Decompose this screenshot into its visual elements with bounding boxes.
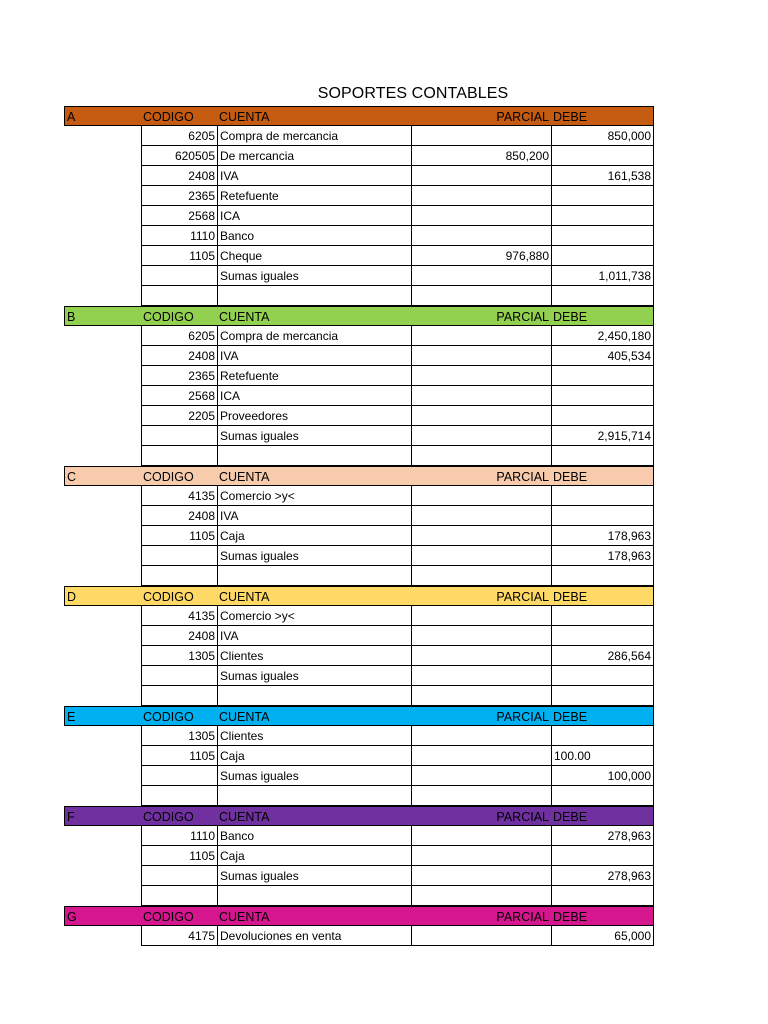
parcial-cell[interactable] (411, 186, 551, 206)
parcial-cell[interactable] (411, 446, 551, 466)
cuenta-cell[interactable]: Caja (217, 526, 411, 546)
debe-cell[interactable] (551, 786, 654, 806)
section-letter: E (64, 706, 141, 726)
debe-cell[interactable]: 286,564 (551, 646, 654, 666)
codigo-cell[interactable] (141, 786, 217, 806)
column-header-debe: DEBE (551, 466, 654, 486)
table-row (64, 666, 654, 686)
debe-cell[interactable] (551, 486, 654, 506)
blank-cell (64, 246, 141, 266)
table-row (64, 266, 654, 286)
cuenta-cell[interactable] (217, 686, 411, 706)
cuenta-cell[interactable]: Sumas iguales (217, 866, 411, 886)
parcial-cell[interactable] (411, 326, 551, 346)
table-row (64, 486, 654, 506)
table-row (64, 426, 654, 446)
blank-cell (64, 926, 141, 946)
debe-cell[interactable] (551, 206, 654, 226)
codigo-cell[interactable]: 2408 (141, 626, 217, 646)
column-header-codigo: CODIGO (141, 586, 217, 606)
codigo-cell[interactable]: 4175 (141, 926, 217, 946)
cuenta-cell[interactable]: Sumas iguales (217, 426, 411, 446)
section-letter: F (64, 806, 141, 826)
codigo-cell[interactable]: 2568 (141, 386, 217, 406)
parcial-cell[interactable] (411, 766, 551, 786)
codigo-cell[interactable] (141, 566, 217, 586)
blank-cell (64, 766, 141, 786)
debe-cell[interactable]: 161,538 (551, 166, 654, 186)
column-header-cuenta: CUENTA (217, 586, 411, 606)
debe-cell[interactable]: 178,963 (551, 526, 654, 546)
parcial-cell[interactable] (411, 346, 551, 366)
blank-cell (64, 726, 141, 746)
table-row (64, 606, 654, 626)
parcial-cell[interactable] (411, 526, 551, 546)
parcial-cell[interactable] (411, 886, 551, 906)
cuenta-cell[interactable]: Banco (217, 826, 411, 846)
blank-cell (64, 446, 141, 466)
table-row (64, 686, 654, 706)
debe-cell[interactable]: 2,915,714 (551, 426, 654, 446)
table-row (64, 446, 654, 466)
parcial-cell[interactable] (411, 826, 551, 846)
cuenta-cell[interactable]: Proveedores (217, 406, 411, 426)
cuenta-cell[interactable] (217, 566, 411, 586)
codigo-cell[interactable]: 2408 (141, 166, 217, 186)
debe-cell[interactable] (551, 506, 654, 526)
table-row (64, 646, 654, 666)
blank-cell (64, 546, 141, 566)
column-header-cuenta: CUENTA (217, 306, 411, 326)
blank-cell (64, 886, 141, 906)
blank-cell (64, 786, 141, 806)
column-header-cuenta: CUENTA (217, 906, 411, 926)
debe-cell[interactable] (551, 286, 654, 306)
parcial-cell[interactable] (411, 266, 551, 286)
cuenta-cell[interactable]: Retefuente (217, 186, 411, 206)
codigo-cell[interactable]: 1305 (141, 646, 217, 666)
table-row (64, 386, 654, 406)
debe-cell[interactable] (551, 186, 654, 206)
table-row (64, 286, 654, 306)
section-header-d (64, 586, 654, 606)
cuenta-cell[interactable]: IVA (217, 346, 411, 366)
codigo-cell[interactable] (141, 666, 217, 686)
debe-cell[interactable] (551, 846, 654, 866)
codigo-cell[interactable] (141, 266, 217, 286)
codigo-cell[interactable] (141, 686, 217, 706)
parcial-cell[interactable] (411, 286, 551, 306)
table-row (64, 346, 654, 366)
blank-cell (64, 406, 141, 426)
column-header-debe: DEBE (551, 306, 654, 326)
cuenta-cell[interactable]: Clientes (217, 646, 411, 666)
codigo-cell[interactable]: 1105 (141, 246, 217, 266)
column-header-parcial: PARCIAL (411, 906, 551, 926)
cuenta-cell[interactable]: IVA (217, 166, 411, 186)
cuenta-cell[interactable]: ICA (217, 386, 411, 406)
cuenta-cell[interactable] (217, 886, 411, 906)
debe-cell[interactable] (551, 366, 654, 386)
blank-cell (64, 486, 141, 506)
column-header-codigo: CODIGO (141, 706, 217, 726)
section-letter: G (64, 906, 141, 926)
column-header-cuenta: CUENTA (217, 706, 411, 726)
debe-cell[interactable] (551, 686, 654, 706)
cuenta-cell[interactable]: Banco (217, 226, 411, 246)
codigo-cell[interactable]: 2568 (141, 206, 217, 226)
column-header-debe: DEBE (551, 106, 654, 126)
parcial-cell[interactable] (411, 646, 551, 666)
codigo-cell[interactable] (141, 426, 217, 446)
table-row (64, 366, 654, 386)
blank-cell (64, 826, 141, 846)
blank-cell (64, 266, 141, 286)
blank-cell (64, 506, 141, 526)
blank-cell (64, 626, 141, 646)
codigo-cell[interactable] (141, 546, 217, 566)
codigo-cell[interactable]: 2408 (141, 506, 217, 526)
blank-cell (64, 686, 141, 706)
cuenta-cell[interactable]: Cheque (217, 246, 411, 266)
column-header-parcial: PARCIAL (411, 586, 551, 606)
blank-cell (64, 166, 141, 186)
cuenta-cell[interactable] (217, 286, 411, 306)
parcial-cell[interactable] (411, 486, 551, 506)
column-header-cuenta: CUENTA (217, 106, 411, 126)
column-header-parcial: PARCIAL (411, 466, 551, 486)
column-header-debe: DEBE (551, 706, 654, 726)
accounting-sheet (64, 106, 654, 946)
parcial-cell[interactable] (411, 666, 551, 686)
debe-cell[interactable] (551, 226, 654, 246)
column-header-debe: DEBE (551, 806, 654, 826)
column-header-debe: DEBE (551, 586, 654, 606)
blank-cell (64, 746, 141, 766)
table-row (64, 186, 654, 206)
blank-cell (64, 326, 141, 346)
debe-cell[interactable]: 405,534 (551, 346, 654, 366)
debe-cell[interactable] (551, 726, 654, 746)
cuenta-cell[interactable]: Caja (217, 746, 411, 766)
cuenta-cell[interactable]: Compra de mercancia (217, 326, 411, 346)
table-row (64, 726, 654, 746)
codigo-cell[interactable]: 620505 (141, 146, 217, 166)
codigo-cell[interactable]: 4135 (141, 486, 217, 506)
section-letter: D (64, 586, 141, 606)
blank-cell (64, 366, 141, 386)
table-row (64, 866, 654, 886)
codigo-cell[interactable]: 1105 (141, 846, 217, 866)
table-row (64, 826, 654, 846)
debe-cell[interactable]: 178,963 (551, 546, 654, 566)
parcial-cell[interactable] (411, 206, 551, 226)
debe-cell[interactable]: 850,000 (551, 126, 654, 146)
debe-cell[interactable]: 1,011,738 (551, 266, 654, 286)
table-row (64, 246, 654, 266)
cuenta-cell[interactable] (217, 786, 411, 806)
debe-cell[interactable] (551, 666, 654, 686)
cuenta-cell[interactable]: Clientes (217, 726, 411, 746)
codigo-cell[interactable] (141, 766, 217, 786)
section-header-c (64, 466, 654, 486)
blank-cell (64, 186, 141, 206)
column-header-cuenta: CUENTA (217, 806, 411, 826)
cuenta-cell[interactable]: Sumas iguales (217, 266, 411, 286)
cuenta-cell[interactable]: Sumas iguales (217, 546, 411, 566)
table-row (64, 326, 654, 346)
debe-cell[interactable]: 100.00 (551, 746, 654, 766)
column-header-codigo: CODIGO (141, 306, 217, 326)
codigo-cell[interactable]: 2365 (141, 186, 217, 206)
table-row (64, 766, 654, 786)
debe-cell[interactable]: 2,450,180 (551, 326, 654, 346)
codigo-cell[interactable]: 1305 (141, 726, 217, 746)
table-row (64, 626, 654, 646)
section-letter: B (64, 306, 141, 326)
codigo-cell[interactable]: 1105 (141, 746, 217, 766)
cuenta-cell[interactable]: ICA (217, 206, 411, 226)
table-row (64, 226, 654, 246)
parcial-cell[interactable] (411, 926, 551, 946)
debe-cell[interactable] (551, 406, 654, 426)
parcial-cell[interactable] (411, 866, 551, 886)
parcial-cell[interactable] (411, 366, 551, 386)
cuenta-cell[interactable]: Comercio >y< (217, 486, 411, 506)
parcial-cell[interactable] (411, 426, 551, 446)
cuenta-cell[interactable]: Compra de mercancia (217, 126, 411, 146)
codigo-cell[interactable]: 6205 (141, 126, 217, 146)
column-header-parcial: PARCIAL (411, 806, 551, 826)
column-header-debe: DEBE (551, 906, 654, 926)
cuenta-cell[interactable]: Caja (217, 846, 411, 866)
debe-cell[interactable]: 278,963 (551, 866, 654, 886)
section-letter: A (64, 106, 141, 126)
cuenta-cell[interactable]: IVA (217, 626, 411, 646)
table-row (64, 786, 654, 806)
parcial-cell[interactable]: 850,200 (411, 146, 551, 166)
table-row (64, 846, 654, 866)
table-row (64, 566, 654, 586)
blank-cell (64, 206, 141, 226)
codigo-cell[interactable]: 1110 (141, 826, 217, 846)
column-header-codigo: CODIGO (141, 906, 217, 926)
codigo-cell[interactable]: 2408 (141, 346, 217, 366)
codigo-cell[interactable] (141, 866, 217, 886)
parcial-cell[interactable]: 976,880 (411, 246, 551, 266)
table-row (64, 746, 654, 766)
parcial-cell[interactable] (411, 726, 551, 746)
parcial-cell[interactable] (411, 546, 551, 566)
column-header-cuenta: CUENTA (217, 466, 411, 486)
cuenta-cell[interactable]: Comercio >y< (217, 606, 411, 626)
debe-cell[interactable] (551, 246, 654, 266)
cuenta-cell[interactable]: Sumas iguales (217, 766, 411, 786)
debe-cell[interactable] (551, 446, 654, 466)
cuenta-cell[interactable]: De mercancia (217, 146, 411, 166)
blank-cell (64, 226, 141, 246)
parcial-cell[interactable] (411, 566, 551, 586)
column-header-codigo: CODIGO (141, 466, 217, 486)
blank-cell (64, 866, 141, 886)
page-title: SOPORTES CONTABLES (317, 85, 509, 102)
column-header-parcial: PARCIAL (411, 106, 551, 126)
blank-cell (64, 566, 141, 586)
debe-cell[interactable] (551, 146, 654, 166)
blank-cell (64, 646, 141, 666)
table-row (64, 926, 654, 946)
cuenta-cell[interactable]: Sumas iguales (217, 666, 411, 686)
codigo-cell[interactable] (141, 446, 217, 466)
section-header-a (64, 106, 654, 126)
section-header-b (64, 306, 654, 326)
blank-cell (64, 846, 141, 866)
codigo-cell[interactable]: 1110 (141, 226, 217, 246)
table-row (64, 166, 654, 186)
cuenta-cell[interactable] (217, 446, 411, 466)
table-row (64, 406, 654, 426)
blank-cell (64, 666, 141, 686)
column-header-parcial: PARCIAL (411, 706, 551, 726)
cuenta-cell[interactable]: Retefuente (217, 366, 411, 386)
section-header-g (64, 906, 654, 926)
table-row (64, 506, 654, 526)
blank-cell (64, 526, 141, 546)
codigo-cell[interactable]: 2205 (141, 406, 217, 426)
table-row (64, 206, 654, 226)
blank-cell (64, 386, 141, 406)
parcial-cell[interactable] (411, 406, 551, 426)
section-header-f (64, 806, 654, 826)
table-row (64, 546, 654, 566)
section-letter: C (64, 466, 141, 486)
cuenta-cell[interactable]: Devoluciones en venta (217, 926, 411, 946)
table-row (64, 126, 654, 146)
debe-cell[interactable] (551, 606, 654, 626)
table-row (64, 146, 654, 166)
debe-cell[interactable]: 65,000 (551, 926, 654, 946)
codigo-cell[interactable] (141, 286, 217, 306)
parcial-cell[interactable] (411, 606, 551, 626)
blank-cell (64, 126, 141, 146)
parcial-cell[interactable] (411, 126, 551, 146)
column-header-codigo: CODIGO (141, 806, 217, 826)
parcial-cell[interactable] (411, 166, 551, 186)
parcial-cell[interactable] (411, 846, 551, 866)
debe-cell[interactable] (551, 386, 654, 406)
debe-cell[interactable]: 278,963 (551, 826, 654, 846)
column-header-parcial: PARCIAL (411, 306, 551, 326)
parcial-cell[interactable] (411, 506, 551, 526)
codigo-cell[interactable]: 1105 (141, 526, 217, 546)
blank-cell (64, 286, 141, 306)
parcial-cell[interactable] (411, 786, 551, 806)
parcial-cell[interactable] (411, 746, 551, 766)
codigo-cell[interactable]: 6205 (141, 326, 217, 346)
debe-cell[interactable] (551, 626, 654, 646)
parcial-cell[interactable] (411, 626, 551, 646)
blank-cell (64, 346, 141, 366)
table-row (64, 526, 654, 546)
parcial-cell[interactable] (411, 686, 551, 706)
section-header-e (64, 706, 654, 726)
codigo-cell[interactable]: 4135 (141, 606, 217, 626)
blank-cell (64, 426, 141, 446)
debe-cell[interactable]: 100,000 (551, 766, 654, 786)
debe-cell[interactable] (551, 886, 654, 906)
codigo-cell[interactable]: 2365 (141, 366, 217, 386)
blank-cell (64, 606, 141, 626)
table-row (64, 886, 654, 906)
debe-cell[interactable] (551, 566, 654, 586)
column-header-codigo: CODIGO (141, 106, 217, 126)
parcial-cell[interactable] (411, 386, 551, 406)
parcial-cell[interactable] (411, 226, 551, 246)
blank-cell (64, 146, 141, 166)
codigo-cell[interactable] (141, 886, 217, 906)
cuenta-cell[interactable]: IVA (217, 506, 411, 526)
